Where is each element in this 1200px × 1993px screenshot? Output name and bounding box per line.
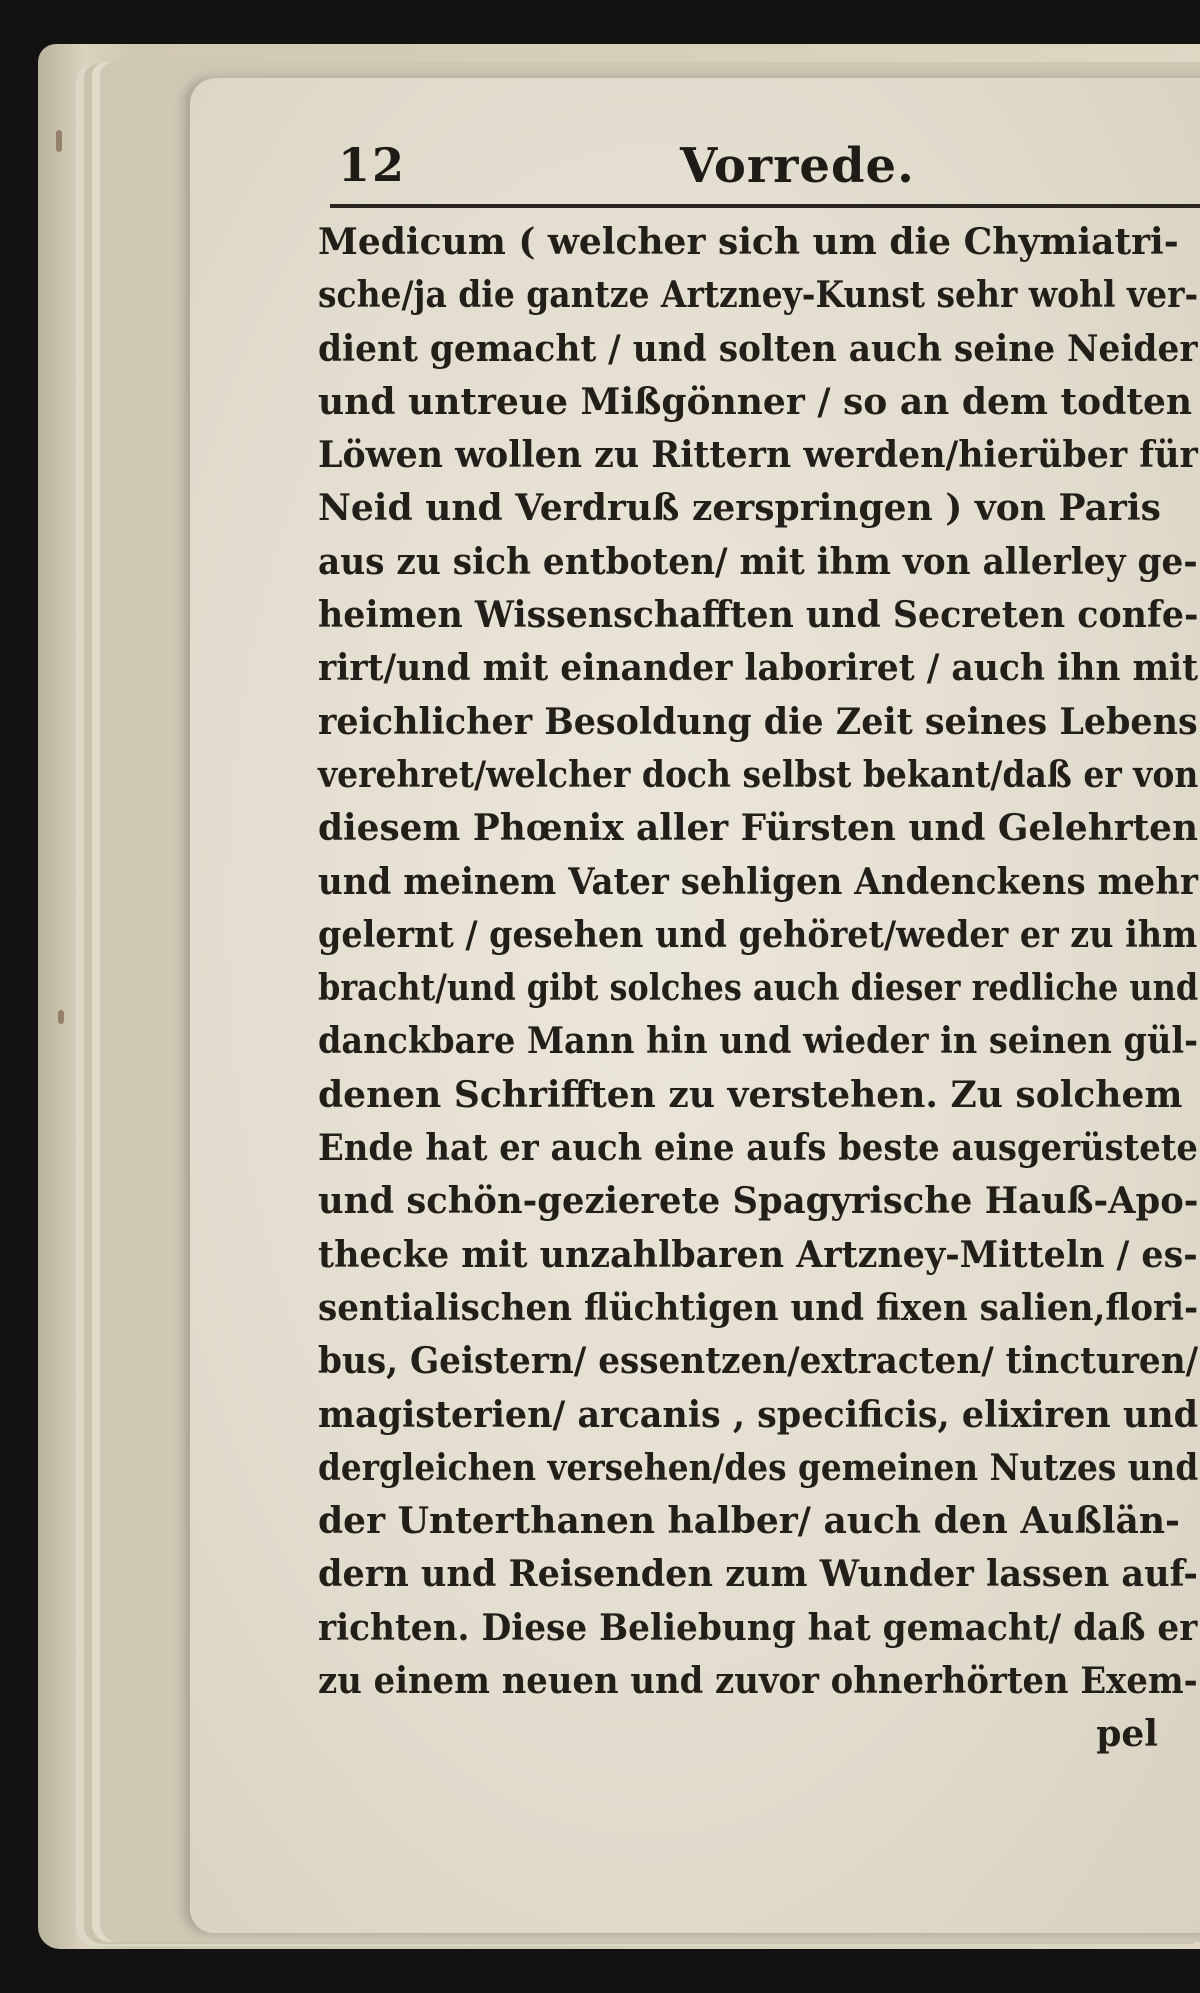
text-line: aus zu sich entboten/ mit ihm von allerley ge- (318, 540, 1198, 583)
text-line: dern und Reisenden zum Wunder lassen auf- (318, 1553, 1198, 1596)
text-line: Ende hat er auch eine aufs beste ausgerüstete (318, 1127, 1198, 1170)
header-rule (330, 204, 1200, 208)
text-line: Löwen wollen zu Rittern werden/hierüber für (318, 434, 1198, 477)
text-line: bracht/und gibt solches auch dieser redliche und (318, 967, 1199, 1010)
text-line: und meinem Vater sehligen Andenckens mehr (318, 860, 1198, 903)
gutter-stain (56, 130, 62, 152)
text-line: und schön-gezierete Spagyrische Hauß-Apo- (318, 1180, 1199, 1223)
text-line: dient gemacht / und solten auch seine Neider (318, 327, 1198, 370)
text-line: zu einem neuen und zuvor ohnerhörten Exem- (318, 1660, 1198, 1703)
text-line: gelernt / gesehen und gehöret/weder er zu ihm (318, 913, 1198, 956)
text-line: sentialischen flüchtigen und fixen salien,flori- (318, 1286, 1199, 1329)
running-head (330, 138, 1200, 202)
text-line: heimen Wissenschafften und Secreten confe- (318, 594, 1199, 637)
text-line: und untreue Mißgönner / so an dem todten (318, 380, 1193, 423)
running-head-title: Vorrede. (680, 138, 915, 194)
page-number: 12 (338, 138, 407, 192)
text-line: dergleichen versehen/des gemeinen Nutzes und (318, 1446, 1199, 1489)
text-line: der Unterthanen halber/ auch den Außlän- (318, 1500, 1180, 1543)
body-text (318, 216, 1198, 1762)
gutter-stain (58, 1010, 64, 1024)
text-line: reichlicher Besoldung die Zeit seines Lebens (318, 700, 1198, 743)
text-line: richten. Diese Beliebung hat gemacht/ daß er (318, 1606, 1198, 1649)
text-line: Neid und Verdruß zerspringen ) von Paris (318, 487, 1161, 530)
text-line: verehret/welcher doch selbst bekant/daß er von (318, 753, 1199, 796)
text-line: rirt/und mit einander laboriret / auch ihn mit (318, 647, 1199, 690)
text-line: diesem Phœnix aller Fürsten und Gelehrten (318, 807, 1199, 850)
text-line: magisterien/ arcanis , specificis, elixiren und (318, 1393, 1199, 1436)
catchword: pel (1096, 1713, 1158, 1756)
text-line: danckbare Mann hin und wieder in seinen gül- (318, 1020, 1199, 1063)
text-line: denen Schrifften zu verstehen. Zu solchem (318, 1073, 1183, 1116)
text-line: thecke mit unzahlbaren Artzney-Mitteln / es- (318, 1233, 1198, 1276)
text-line: bus, Geistern/ essentzen/extracten/ tincturen/ (318, 1340, 1199, 1383)
text-line: Medicum ( welcher sich um die Chymiatri- (318, 221, 1179, 263)
text-line: sche/ja die gantze Artzney-Kunst sehr wohl ver- (318, 274, 1199, 317)
